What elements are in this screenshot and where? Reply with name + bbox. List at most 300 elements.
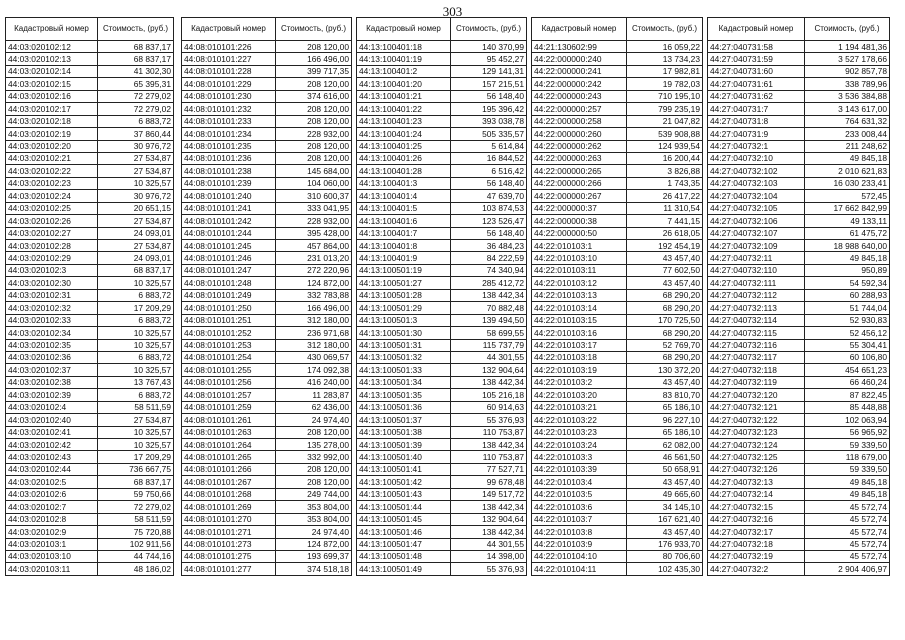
table-row (6, 314, 174, 326)
table-row (708, 339, 890, 351)
table-row (708, 128, 890, 140)
cadastral-number-cell: 44:27:040732:126 (708, 463, 805, 475)
cadastral-number-cell: 44:08:010101:269 (182, 501, 276, 513)
cadastral-number-cell: 44:13:100501:42 (357, 476, 451, 488)
table-row (532, 376, 703, 388)
cadastral-number-cell: 44:13:100401:4 (357, 190, 451, 202)
cadastral-number-cell: 44:08:010101:248 (182, 277, 276, 289)
cadastral-number-cell: 44:03:020102:33 (6, 314, 98, 326)
cadastral-number-cell: 44:22:010103:18 (532, 351, 627, 363)
cost-cell: 11 283,87 (276, 389, 352, 401)
cost-cell: 3 536 384,88 (805, 90, 890, 102)
cadastral-number-cell: 44:13:100501:41 (357, 463, 451, 475)
cadastral-number-cell: 44:08:010101:229 (182, 78, 276, 90)
cadastral-number-cell: 44:27:040732:113 (708, 302, 805, 314)
cost-cell: 129 141,31 (451, 65, 527, 77)
table-row (6, 202, 174, 214)
cadastral-number-cell: 44:22:000000:267 (532, 190, 627, 202)
cadastral-number-cell: 44:13:100501:48 (357, 550, 451, 562)
cadastral-number-cell: 44:22:000000:242 (532, 78, 627, 90)
cadastral-number-cell: 44:22:010103:20 (532, 389, 627, 401)
cadastral-number-cell: 44:27:040732:124 (708, 439, 805, 451)
cost-cell: 27 534,87 (98, 215, 174, 227)
table-row (708, 439, 890, 451)
header-cadastral-number: Кадастровый номер (532, 18, 627, 41)
cadastral-number-cell: 44:03:020102:29 (6, 252, 98, 264)
cadastral-number-cell: 44:08:010101:239 (182, 177, 276, 189)
table-row (6, 451, 174, 463)
cost-table-1 (5, 17, 174, 576)
table-row (182, 128, 352, 140)
cadastral-number-cell: 44:08:010101:257 (182, 389, 276, 401)
table-row (708, 165, 890, 177)
cadastral-number-cell: 44:03:020102:4 (6, 401, 98, 413)
cost-cell: 110 753,87 (451, 451, 527, 463)
table-row (357, 526, 527, 538)
cadastral-number-cell: 44:08:010101:247 (182, 264, 276, 276)
cost-cell: 231 013,20 (276, 252, 352, 264)
cost-cell: 30 976,72 (98, 190, 174, 202)
table-row (708, 476, 890, 488)
cadastral-number-cell: 44:22:010103:12 (532, 277, 627, 289)
table-row (532, 488, 703, 500)
table-row (182, 364, 352, 376)
cadastral-number-cell: 44:13:100401:7 (357, 227, 451, 239)
cadastral-number-cell: 44:22:010103:24 (532, 439, 627, 451)
cost-cell: 374 518,18 (276, 563, 352, 575)
table-row (532, 190, 703, 202)
cadastral-number-cell: 44:08:010101:249 (182, 289, 276, 301)
table-row (182, 302, 352, 314)
table-row (182, 314, 352, 326)
cadastral-number-cell: 44:13:100501:36 (357, 401, 451, 413)
table-row (6, 426, 174, 438)
table-row (532, 90, 703, 102)
table-row (357, 302, 527, 314)
table-row (532, 165, 703, 177)
table-row (182, 190, 352, 202)
table-row (182, 115, 352, 127)
cadastral-number-cell: 44:27:040732:123 (708, 426, 805, 438)
cost-cell: 24 974,40 (276, 526, 352, 538)
table-row (182, 414, 352, 426)
table-row (532, 513, 703, 525)
cadastral-number-cell: 44:03:020102:5 (6, 476, 98, 488)
table-row (182, 227, 352, 239)
cost-cell: 10 325,57 (98, 364, 174, 376)
table-row (357, 240, 527, 252)
cost-cell: 115 737,79 (451, 339, 527, 351)
cost-cell: 902 857,78 (805, 65, 890, 77)
cost-cell: 68 290,20 (627, 289, 703, 301)
cadastral-number-cell: 44:27:040732:118 (708, 364, 805, 376)
cost-cell: 13 767,43 (98, 376, 174, 388)
cost-cell: 16 059,22 (627, 41, 703, 53)
cadastral-number-cell: 44:03:020102:32 (6, 302, 98, 314)
table-row (182, 376, 352, 388)
header-cost: Стоимость, (руб.) (276, 18, 352, 41)
table-row (357, 103, 527, 115)
table-row (182, 401, 352, 413)
cost-cell: 395 428,00 (276, 227, 352, 239)
cost-cell: 710 195,10 (627, 90, 703, 102)
cost-cell: 24 974,40 (276, 414, 352, 426)
cadastral-number-cell: 44:08:010101:253 (182, 339, 276, 351)
cost-cell: 55 304,41 (805, 339, 890, 351)
cadastral-number-cell: 44:27:040732:125 (708, 451, 805, 463)
cadastral-number-cell: 44:27:040732:112 (708, 289, 805, 301)
cost-cell: 45 572,74 (805, 526, 890, 538)
table-row (708, 215, 890, 227)
cost-cell: 505 335,57 (451, 128, 527, 140)
cadastral-number-cell: 44:13:100401:18 (357, 41, 451, 53)
table-row (182, 152, 352, 164)
cadastral-number-cell: 44:03:020102:8 (6, 513, 98, 525)
cadastral-number-cell: 44:03:020102:24 (6, 190, 98, 202)
cadastral-number-cell: 44:27:040731:61 (708, 78, 805, 90)
table-row (182, 78, 352, 90)
cadastral-number-cell: 44:03:020102:22 (6, 165, 98, 177)
cadastral-number-cell: 44:13:100401:21 (357, 90, 451, 102)
cadastral-number-cell: 44:03:020102:43 (6, 451, 98, 463)
table-row (182, 277, 352, 289)
table-row (532, 240, 703, 252)
table-row (182, 264, 352, 276)
cost-cell: 65 186,10 (627, 401, 703, 413)
cadastral-number-cell: 44:08:010101:230 (182, 90, 276, 102)
table-row (6, 501, 174, 513)
cadastral-number-cell: 44:27:040732:104 (708, 190, 805, 202)
cost-cell: 55 376,93 (451, 414, 527, 426)
table-row (182, 103, 352, 115)
cadastral-number-cell: 44:08:010101:268 (182, 488, 276, 500)
table-row (182, 550, 352, 562)
cost-cell: 124 872,00 (276, 538, 352, 550)
cost-cell: 59 750,66 (98, 488, 174, 500)
table-row (708, 451, 890, 463)
table-row (6, 65, 174, 77)
table-row (6, 302, 174, 314)
table-row (532, 289, 703, 301)
table-row (532, 115, 703, 127)
cost-cell: 65 186,10 (627, 426, 703, 438)
cost-cell: 10 325,57 (98, 439, 174, 451)
cadastral-number-cell: 44:08:010101:255 (182, 364, 276, 376)
table-row (532, 339, 703, 351)
cadastral-number-cell: 44:08:010101:270 (182, 513, 276, 525)
cadastral-number-cell: 44:27:040731:59 (708, 53, 805, 65)
cadastral-number-cell: 44:22:000000:37 (532, 202, 627, 214)
cadastral-number-cell: 44:22:000000:258 (532, 115, 627, 127)
cost-cell: 2 904 406,97 (805, 563, 890, 575)
cost-cell: 18 988 640,00 (805, 240, 890, 252)
table-row (708, 289, 890, 301)
cost-cell: 45 572,74 (805, 513, 890, 525)
cadastral-number-cell: 44:22:000000:263 (532, 152, 627, 164)
header-cadastral-number: Кадастровый номер (6, 18, 98, 41)
cadastral-number-cell: 44:13:100501:33 (357, 364, 451, 376)
table-row (532, 78, 703, 90)
cost-cell: 61 475,72 (805, 227, 890, 239)
cost-cell: 54 592,34 (805, 277, 890, 289)
cadastral-number-cell: 44:27:040732:19 (708, 550, 805, 562)
cost-cell: 49 845,18 (805, 476, 890, 488)
cost-cell: 393 038,78 (451, 115, 527, 127)
cadastral-number-cell: 44:08:010101:277 (182, 563, 276, 575)
cost-cell: 56 148,40 (451, 90, 527, 102)
cadastral-number-cell: 44:08:010101:263 (182, 426, 276, 438)
cadastral-number-cell: 44:22:010103:4 (532, 476, 627, 488)
cost-cell: 285 412,72 (451, 277, 527, 289)
cadastral-number-cell: 44:22:010103:6 (532, 501, 627, 513)
cadastral-number-cell: 44:08:010101:233 (182, 115, 276, 127)
cadastral-number-cell: 44:22:000000:50 (532, 227, 627, 239)
table-row (6, 351, 174, 363)
cost-cell: 62 082,00 (627, 439, 703, 451)
table-row (357, 252, 527, 264)
cost-cell: 138 442,34 (451, 439, 527, 451)
table-row (357, 376, 527, 388)
cadastral-number-cell: 44:13:100401:26 (357, 152, 451, 164)
cost-cell: 44 301,55 (451, 538, 527, 550)
cost-cell: 49 133,11 (805, 215, 890, 227)
table-row (6, 190, 174, 202)
cost-cell: 10 325,57 (98, 339, 174, 351)
cadastral-number-cell: 44:22:000000:260 (532, 128, 627, 140)
cadastral-number-cell: 44:03:020102:26 (6, 215, 98, 227)
table-row (357, 327, 527, 339)
cost-cell: 332 992,00 (276, 451, 352, 463)
cadastral-number-cell: 44:08:010101:266 (182, 463, 276, 475)
cost-cell: 45 572,74 (805, 501, 890, 513)
cadastral-number-cell: 44:08:010101:264 (182, 439, 276, 451)
cost-cell: 74 340,94 (451, 264, 527, 276)
cadastral-number-cell: 44:03:020102:27 (6, 227, 98, 239)
cadastral-number-cell: 44:03:020103:1 (6, 538, 98, 550)
table-row (6, 252, 174, 264)
cost-cell: 60 106,80 (805, 351, 890, 363)
cost-cell: 49 845,18 (805, 152, 890, 164)
table-row (532, 277, 703, 289)
header-cost: Стоимость, (руб.) (451, 18, 527, 41)
table-row (357, 53, 527, 65)
cost-cell: 166 496,00 (276, 53, 352, 65)
table-row (708, 364, 890, 376)
cadastral-number-cell: 44:22:010103:9 (532, 538, 627, 550)
table-row (357, 215, 527, 227)
cost-cell: 338 789,96 (805, 78, 890, 90)
cadastral-number-cell: 44:08:010101:259 (182, 401, 276, 413)
cost-cell: 13 734,23 (627, 53, 703, 65)
table-row (532, 252, 703, 264)
cadastral-number-cell: 44:13:100501:43 (357, 488, 451, 500)
header-cadastral-number: Кадастровый номер (182, 18, 276, 41)
cost-cell: 104 060,00 (276, 177, 352, 189)
cost-cell: 65 395,31 (98, 78, 174, 90)
cadastral-number-cell: 44:03:020102:37 (6, 364, 98, 376)
cost-cell: 46 561,50 (627, 451, 703, 463)
cost-cell: 72 279,02 (98, 90, 174, 102)
table-row (708, 177, 890, 189)
cost-cell: 48 186,02 (98, 563, 174, 575)
cost-cell: 539 908,88 (627, 128, 703, 140)
table-row (182, 513, 352, 525)
table-row (532, 202, 703, 214)
cadastral-number-cell: 44:22:010103:2 (532, 376, 627, 388)
cost-cell: 49 845,18 (805, 488, 890, 500)
cost-cell: 17 662 842,99 (805, 202, 890, 214)
cadastral-number-cell: 44:22:000000:265 (532, 165, 627, 177)
cadastral-number-cell: 44:27:040732:16 (708, 513, 805, 525)
cost-cell: 43 457,40 (627, 526, 703, 538)
cost-cell: 96 227,10 (627, 414, 703, 426)
table-row (357, 227, 527, 239)
cost-cell: 50 658,91 (627, 463, 703, 475)
cadastral-number-cell: 44:27:040732:13 (708, 476, 805, 488)
table-row (6, 140, 174, 152)
cadastral-number-cell: 44:22:000000:257 (532, 103, 627, 115)
cadastral-number-cell: 44:08:010101:226 (182, 41, 276, 53)
cost-cell: 1 194 481,36 (805, 41, 890, 53)
table-row (6, 177, 174, 189)
table-row (6, 439, 174, 451)
table-row (182, 215, 352, 227)
cost-cell: 21 047,82 (627, 115, 703, 127)
cost-cell: 62 436,00 (276, 401, 352, 413)
cadastral-number-cell: 44:08:010101:246 (182, 252, 276, 264)
table-row (532, 264, 703, 276)
cadastral-number-cell: 44:27:040731:9 (708, 128, 805, 140)
cost-cell: 102 435,30 (627, 563, 703, 575)
table-header-row (182, 18, 352, 41)
cadastral-number-cell: 44:22:010103:11 (532, 264, 627, 276)
cadastral-number-cell: 44:22:010103:16 (532, 327, 627, 339)
table-row (357, 463, 527, 475)
cost-cell: 208 120,00 (276, 476, 352, 488)
table-row (357, 538, 527, 550)
cost-cell: 3 143 617,00 (805, 103, 890, 115)
cadastral-number-cell: 44:13:100401:5 (357, 202, 451, 214)
cadastral-number-cell: 44:27:040731:62 (708, 90, 805, 102)
table-row (182, 488, 352, 500)
cadastral-number-cell: 44:27:040732:105 (708, 202, 805, 214)
cadastral-number-cell: 44:22:000000:266 (532, 177, 627, 189)
cost-cell: 52 930,83 (805, 314, 890, 326)
cost-cell: 10 325,57 (98, 426, 174, 438)
table-row (708, 90, 890, 102)
table-row (708, 65, 890, 77)
cost-cell: 140 370,99 (451, 41, 527, 53)
cadastral-number-cell: 44:08:010101:261 (182, 414, 276, 426)
cost-cell: 47 639,70 (451, 190, 527, 202)
cadastral-number-cell: 44:08:010101:256 (182, 376, 276, 388)
table-row (357, 426, 527, 438)
table-row (708, 550, 890, 562)
cost-cell: 43 457,40 (627, 376, 703, 388)
table-row (708, 152, 890, 164)
cost-cell: 312 180,00 (276, 339, 352, 351)
cost-table-3 (356, 17, 527, 576)
cadastral-number-cell: 44:13:100501:34 (357, 376, 451, 388)
cost-cell: 764 631,32 (805, 115, 890, 127)
cadastral-number-cell: 44:27:040731:58 (708, 41, 805, 53)
cadastral-number-cell: 44:22:010103:39 (532, 463, 627, 475)
cost-cell: 27 534,87 (98, 240, 174, 252)
table-row (182, 202, 352, 214)
table-row (708, 526, 890, 538)
table-row (532, 327, 703, 339)
table-row (357, 451, 527, 463)
cost-cell: 17 209,29 (98, 451, 174, 463)
cadastral-number-cell: 44:03:020102:16 (6, 90, 98, 102)
table-row (532, 128, 703, 140)
table-row (6, 289, 174, 301)
table-row (532, 227, 703, 239)
table-row (708, 501, 890, 513)
table-row (532, 439, 703, 451)
table-row (357, 264, 527, 276)
table-row (357, 90, 527, 102)
cadastral-number-cell: 44:08:010101:242 (182, 215, 276, 227)
cadastral-number-cell: 44:27:040732:2 (708, 563, 805, 575)
cadastral-number-cell: 44:13:100401:24 (357, 128, 451, 140)
cadastral-number-cell: 44:13:100401:8 (357, 240, 451, 252)
cadastral-number-cell: 44:22:010103:1 (532, 240, 627, 252)
cost-cell: 208 120,00 (276, 115, 352, 127)
cost-cell: 176 933,70 (627, 538, 703, 550)
table-row (357, 140, 527, 152)
table-row (708, 78, 890, 90)
table-row (182, 538, 352, 550)
table-row (708, 227, 890, 239)
table-row (532, 177, 703, 189)
cost-cell: 416 240,00 (276, 376, 352, 388)
cost-cell: 208 120,00 (276, 426, 352, 438)
table-header-row (357, 18, 527, 41)
table-row (708, 240, 890, 252)
cadastral-number-cell: 44:22:010104:11 (532, 563, 627, 575)
table-row (182, 252, 352, 264)
table-row (182, 389, 352, 401)
cost-cell: 170 725,50 (627, 314, 703, 326)
table-row (532, 103, 703, 115)
cost-cell: 17 982,81 (627, 65, 703, 77)
table-row (532, 501, 703, 513)
cost-cell: 44 744,16 (98, 550, 174, 562)
table-row (708, 488, 890, 500)
table-row (357, 115, 527, 127)
cadastral-number-cell: 44:13:100501:46 (357, 526, 451, 538)
table-row (357, 513, 527, 525)
table-row (357, 439, 527, 451)
cadastral-number-cell: 44:13:100501:28 (357, 289, 451, 301)
cadastral-number-cell: 44:03:020102:17 (6, 103, 98, 115)
cost-cell: 68 837,17 (98, 476, 174, 488)
table-row (6, 240, 174, 252)
cadastral-number-cell: 44:22:010103:13 (532, 289, 627, 301)
table-row (357, 563, 527, 575)
cost-cell: 208 120,00 (276, 78, 352, 90)
cost-cell: 208 120,00 (276, 41, 352, 53)
cost-cell: 138 442,34 (451, 526, 527, 538)
cadastral-number-cell: 44:27:040732:122 (708, 414, 805, 426)
table-row (532, 364, 703, 376)
header-cost: Стоимость, (руб.) (627, 18, 703, 41)
table-row (708, 53, 890, 65)
table-row (708, 264, 890, 276)
cadastral-number-cell: 44:27:040732:11 (708, 252, 805, 264)
table-row (182, 476, 352, 488)
